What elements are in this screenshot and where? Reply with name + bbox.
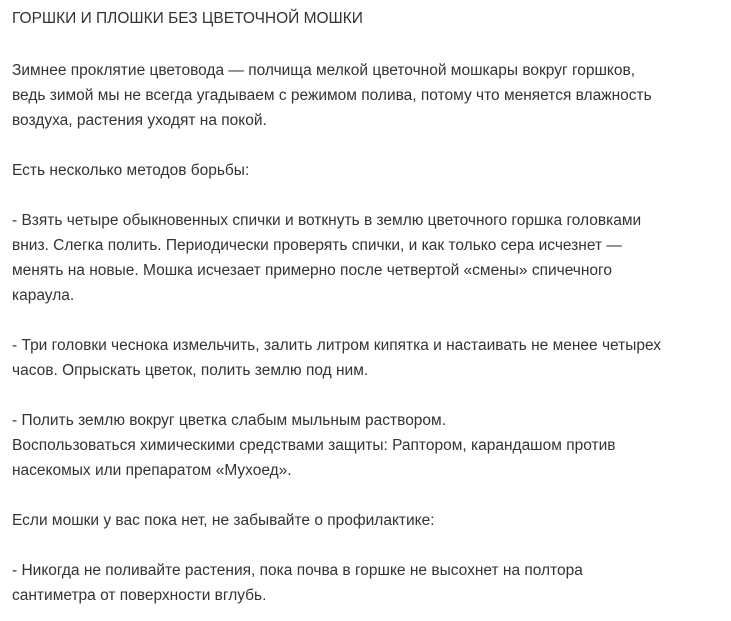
- paragraph-line: Зимнее проклятие цветовода — полчища мелкой цветочной мошкары вокруг горшков,: [12, 62, 636, 79]
- paragraph-line: - Никогда не поливайте растения, пока почва в горшке не высохнет на полтора: [12, 562, 583, 579]
- paragraph-line: Воспользоваться химическими средствами защиты: Раптором, карандашом против: [12, 437, 616, 454]
- paragraph-line: часов. Опрыскать цветок, полить землю под ним.: [12, 362, 369, 379]
- paragraph-line: Если мошки у вас пока нет, не забывайте о профилактике:: [12, 512, 435, 529]
- paragraph-line: ведь зимой мы не всегда угадываем с режимом полива, потому что меняется влажность: [12, 87, 652, 104]
- paragraph-line: - Полить землю вокруг цветка слабым мыльным раствором.: [12, 412, 447, 429]
- paragraph-line: Есть несколько методов борьбы:: [12, 162, 250, 179]
- paragraph-line: воздуха, растения уходят на покой.: [12, 112, 267, 129]
- paragraph-line: сантиметра от поверхности вглубь.: [12, 587, 267, 604]
- paragraph-line: вниз. Слегка полить. Периодически проверять спички, и как только сера исчезнет —: [12, 237, 622, 254]
- paragraph-line: - Три головки чеснока измельчить, залить литром кипятка и настаивать не менее четырех: [12, 337, 662, 354]
- paragraph-prevention-tip: [12, 558, 721, 608]
- paragraph-method-garlic: [12, 333, 721, 383]
- paragraph-intro: [12, 58, 721, 133]
- paragraph-method-soap: [12, 408, 721, 483]
- article-title: ГОРШКИ И ПЛОШКИ БЕЗ ЦВЕТОЧНОЙ МОШКИ: [12, 10, 363, 27]
- paragraph-method-matches: [12, 208, 721, 308]
- paragraph-prevention-heading: [12, 508, 721, 533]
- paragraph-line: насекомых или препаратом «Мухоед».: [12, 462, 292, 479]
- paragraph-methods-heading: [12, 158, 721, 183]
- paragraph-line: менять на новые. Мошка исчезает примерно после четвертой «смены» спичечного: [12, 262, 612, 279]
- paragraph-line: - Взять четыре обыкновенных спички и воткнуть в землю цветочного горшка головками: [12, 212, 642, 229]
- paragraph-line: караула.: [12, 287, 75, 304]
